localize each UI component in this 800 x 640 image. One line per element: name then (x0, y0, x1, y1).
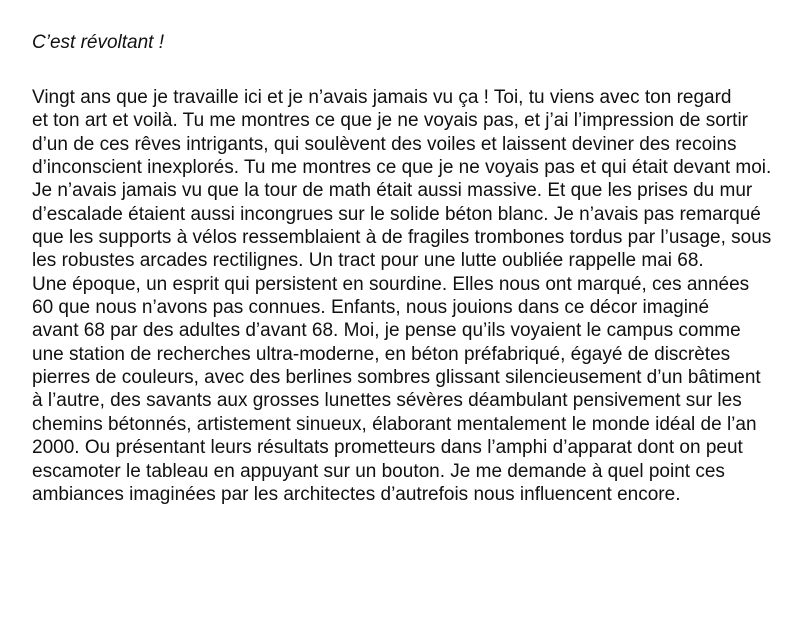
text-line: d’escalade étaient aussi incongrues sur le solide béton blanc. Je n’avais pas remarqué (32, 203, 761, 225)
text-line: que les supports à vélos ressemblaient à de fragiles trombones tordus par l’usage, sous (32, 227, 772, 249)
text-line: escamoter le tableau en appuyant sur un bouton. Je me demande à quel point ces (32, 460, 725, 482)
text-line: 60 que nous n’avons pas connues. Enfants, nous jouions dans ce décor imaginé (32, 297, 710, 319)
body-text (32, 86, 771, 506)
text-line: chemins bétonnés, artistement sinueux, élaborant mentalement le monde idéal de l’an (32, 413, 757, 435)
text-line: d’un de ces rêves intrigants, qui soulèvent des voiles et laissent deviner des recoins (32, 133, 737, 155)
text-line: Je n’avais jamais vu que la tour de math était aussi massive. Et que les prises du mur (32, 180, 753, 202)
text-line: et ton art et voilà. Tu me montres ce que je ne voyais pas, et j’ai l’impression de sortir (32, 110, 748, 132)
text-line: avant 68 par des adultes d’avant 68. Moi, je pense qu’ils voyaient le campus comme (32, 320, 741, 342)
text-line: ambiances imaginées par les architectes d’autrefois nous influencent encore. (32, 483, 681, 505)
text-line: d’inconscient inexplorés. Tu me montres ce que je ne voyais pas et qui était devant moi. (32, 157, 772, 179)
text-line: 2000. Ou présentant leurs résultats prometteurs dans l’amphi d’apparat dont on peut (32, 437, 743, 459)
text-line: les robustes arcades rectilignes. Un tract pour une lutte oubliée rappelle mai 68. (32, 250, 704, 272)
text-line: Vingt ans que je travaille ici et je n’avais jamais vu ça ! Toi, tu viens avec ton regard (32, 87, 732, 108)
text-line: pierres de couleurs, avec des berlines sombres glissant silencieusement d’un bâtiment (32, 367, 761, 389)
text-line: à l’autre, des savants aux grosses lunettes sévères déambulant pensivement sur les (32, 390, 742, 412)
document-title: C’est révoltant ! (32, 32, 164, 53)
text-line: Une époque, un esprit qui persistent en sourdine. Elles nous ont marqué, ces années (32, 273, 750, 295)
text-line: une station de recherches ultra-moderne, en béton préfabriqué, égayé de discrètes (32, 343, 731, 365)
